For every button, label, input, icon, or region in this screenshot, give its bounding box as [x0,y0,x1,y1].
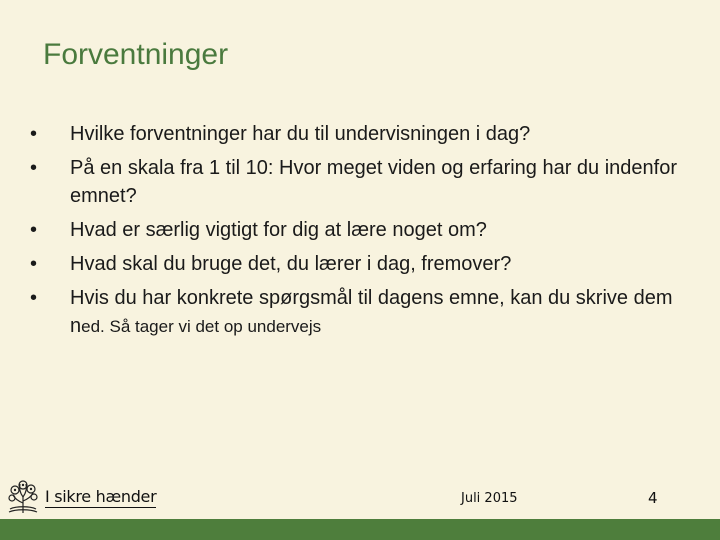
bullet-text: Hvis du har konkrete spørgsmål til dagens emne, kan du skrive dem n [70,287,673,337]
bullet-dot: • [30,157,38,179]
bullet-item [26,120,706,148]
tree-emblem-icon [6,479,40,515]
bullet-item [26,216,706,244]
bullet-item [26,154,706,210]
page-number: 4 [648,489,658,507]
footer-bar [0,519,720,540]
bullet-item [26,250,706,278]
bullet-text: Hvad skal du bruge det, du lærer i dag, fremover? [70,253,512,275]
logo [6,479,156,515]
bullet-text-small: ed. Så tager vi det op undervejs [81,317,322,336]
bullet-list [26,120,706,347]
logo-text: I sikre hænder [45,486,157,506]
footer-date: Juli 2015 [461,491,518,506]
bullet-item [26,284,706,341]
slide-title: Forventninger [43,38,229,71]
bullet-text: Hvad er særlig vigtigt for dig at lære noget om? [70,219,487,241]
bullet-text: Hvilke forventninger har du til undervisningen i dag? [70,123,531,145]
bullet-dot: • [30,253,38,275]
bullet-dot: • [30,287,38,309]
bullet-dot: • [30,219,38,241]
bullet-dot: • [30,123,38,145]
bullet-text: På en skala fra 1 til 10: Hvor meget viden og erfaring har du indenfor emnet? [70,157,678,207]
